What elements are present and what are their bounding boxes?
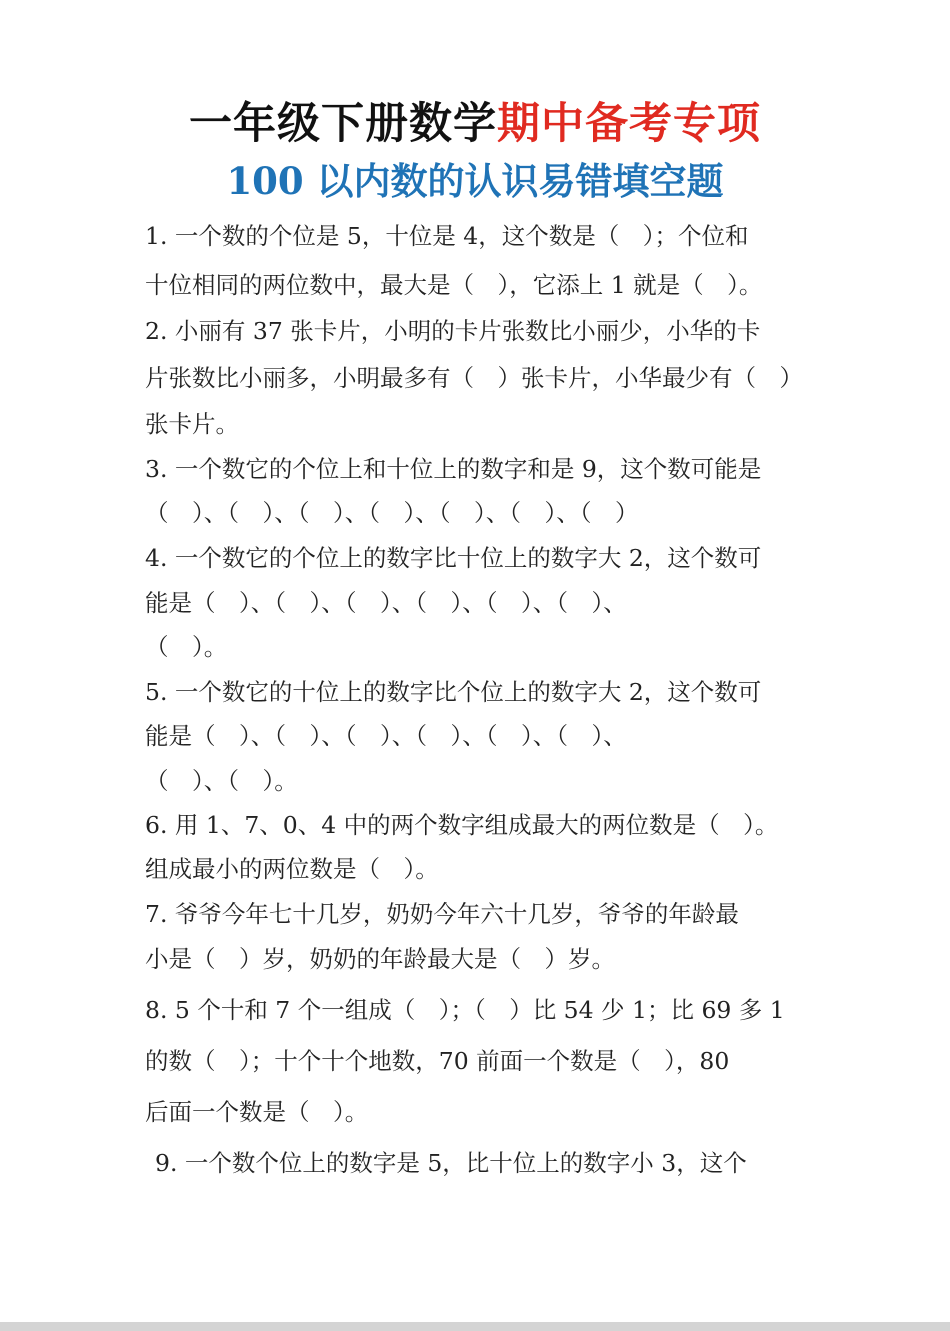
title-black-part: 一年级下册数学 [189,99,497,149]
question-4-line-1: 4. 一个数它的个位上的数字比十位上的数字大 2，这个数可 [145,544,762,572]
question-7-line-2: 小是（ ）岁，奶奶的年龄最大是（ ）岁。 [145,945,615,973]
page-subtitle: 100 以内数的认识易错填空题 [226,159,724,203]
question-8-line-1: 8. 5 个十和 7 个一组成（ ）；（ ）比 54 少 1；比 69 多 1 [145,996,785,1024]
page-title [0,96,950,152]
question-2-line-1: 2. 小丽有 37 张卡片，小明的卡片张数比小丽少，小华的卡 [145,317,761,345]
page-bottom-edge [0,1322,950,1331]
question-3-line-2: （ ）、（ ）、（ ）、（ ）、（ ）、（ ）、（ ） [145,499,639,527]
question-4-line-2: 能是（ ）、（ ）、（ ）、（ ）、（ ）、（ ）、 [145,589,627,617]
question-4-line-3: （ ）。 [145,633,228,661]
question-1-line-2: 十位相同的两位数中，最大是（ ），它添上 1 就是（ ）。 [145,271,763,299]
question-2-line-2: 片张数比小丽多，小明最多有（ ）张卡片，小华最少有（ ） [145,364,803,392]
question-2-line-3: 张卡片。 [145,410,239,438]
question-6-line-1: 6. 用 1、7、0、4 中的两个数字组成最大的两位数是（ ）。 [145,811,779,839]
question-5-line-2: 能是（ ）、（ ）、（ ）、（ ）、（ ）、（ ）、 [145,722,627,750]
question-3-line-1: 3. 一个数它的个位上和十位上的数字和是 9，这个数可能是 [145,455,762,483]
question-5-line-1: 5. 一个数它的十位上的数字比个位上的数字大 2，这个数可 [145,678,762,706]
question-6-line-2: 组成最小的两位数是（ ）。 [145,855,439,883]
question-1-line-1: 1. 一个数的个位是 5，十位是 4，这个数是（ ）；个位和 [145,222,749,250]
question-8-line-3: 后面一个数是（ ）。 [145,1098,369,1126]
question-5-line-3: （ ）、（ ）。 [145,767,298,795]
question-8-line-2: 的数（ ）；十个十个地数，70 前面一个数是（ ），80 [145,1047,730,1075]
question-7-line-1: 7. 爷爷今年七十几岁，奶奶今年六十几岁，爷爷的年龄最 [145,900,739,928]
question-9-line-1: 9. 一个数个位上的数字是 5，比十位上的数字小 3，这个 [155,1149,747,1177]
title-red-part: 期中备考专项 [497,99,761,149]
